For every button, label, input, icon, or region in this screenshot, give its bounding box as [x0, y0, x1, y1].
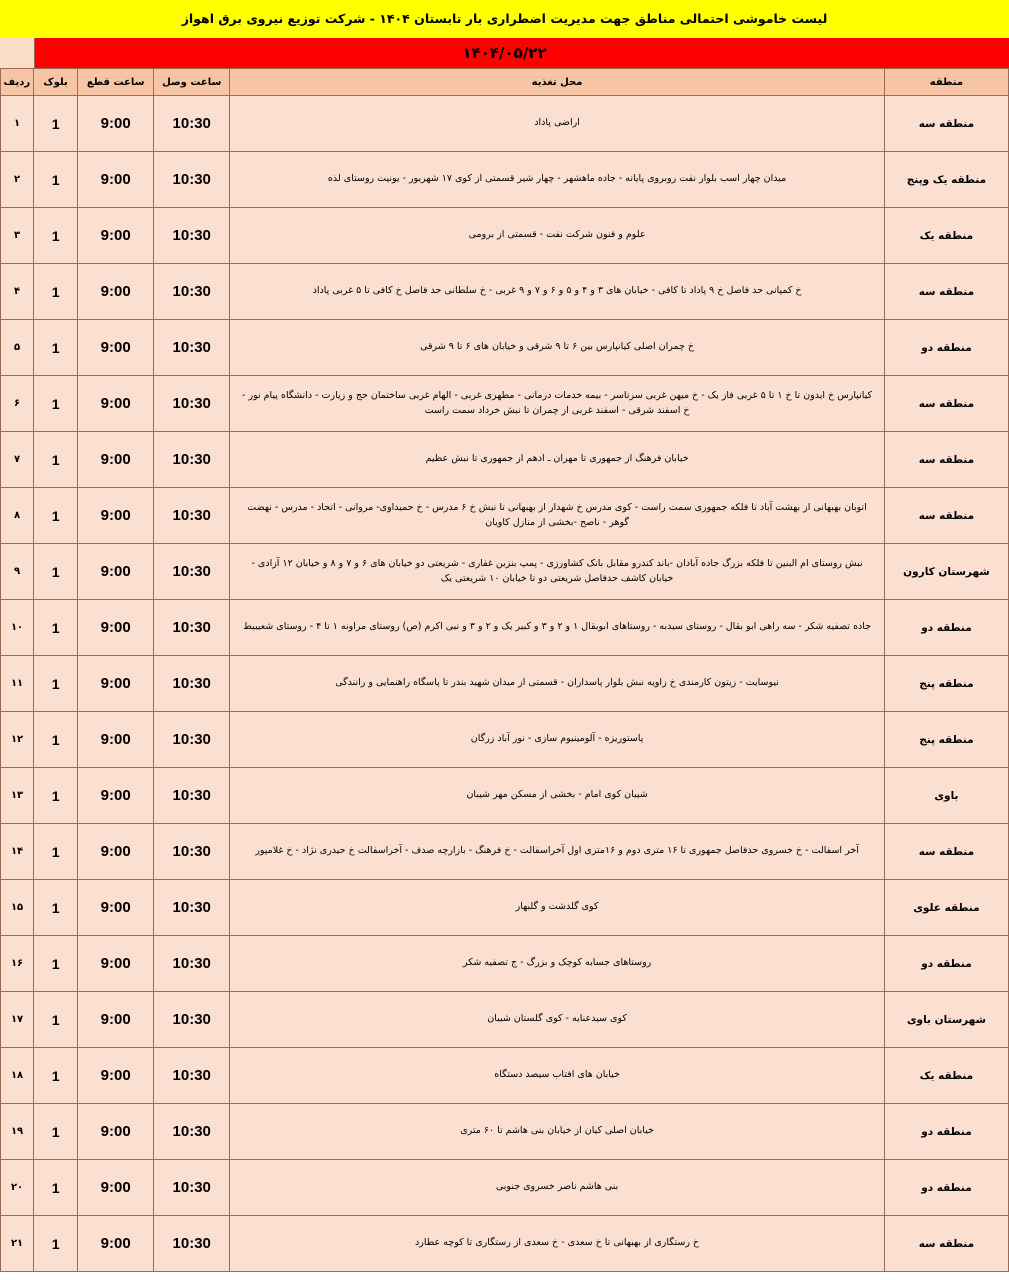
- cell-cut: 9:00: [78, 320, 154, 376]
- cell-restore: 10:30: [154, 1048, 230, 1104]
- cell-restore: 10:30: [154, 264, 230, 320]
- cell-cut: 9:00: [78, 96, 154, 152]
- cell-feed: اتوبان بهبهانی از بهشت آباد تا فلکه جمهوری سمت راست - کوی مدرس خ شهدار از بهبهانی تا نبش خ ۶ مدرس - خ حمیداوی- مروانی - اتحاد - مدرس - نهضت گوهر - ناصح -بخشی از منازل کاویان: [230, 488, 885, 544]
- cell-feed: اراضی پاداد: [230, 96, 885, 152]
- table-row: [1, 880, 1009, 936]
- cell-cut: 9:00: [78, 824, 154, 880]
- cell-cut: 9:00: [78, 208, 154, 264]
- cell-block: 1: [34, 1216, 78, 1272]
- table-row: [1, 320, 1009, 376]
- cell-rownum: ۱۵: [1, 880, 34, 936]
- table-row: [1, 1104, 1009, 1160]
- cell-region: منطقه سه: [884, 264, 1008, 320]
- cell-region: باوی: [884, 768, 1008, 824]
- cell-feed: خیابان فرهنگ از جمهوری تا مهران ـ ادهم از جمهوری تا نبش عظیم: [230, 432, 885, 488]
- cell-block: 1: [34, 992, 78, 1048]
- table-row: [1, 1160, 1009, 1216]
- cell-cut: 9:00: [78, 936, 154, 992]
- table-row: [1, 1216, 1009, 1272]
- cell-region: منطقه سه: [884, 488, 1008, 544]
- column-header-block: بلوک: [34, 69, 78, 96]
- cell-rownum: ۱۰: [1, 600, 34, 656]
- cell-feed: میدان چهار اسب بلوار نفت روبروی پایانه - جاده ماهشهر - چهار شیر قسمتی از کوی ۱۷ شهریور - یونیت روستای لذه: [230, 152, 885, 208]
- cell-block: 1: [34, 432, 78, 488]
- table-row: [1, 1048, 1009, 1104]
- cell-region: شهرستان کارون: [884, 544, 1008, 600]
- table-row: [1, 824, 1009, 880]
- cell-cut: 9:00: [78, 1216, 154, 1272]
- cell-cut: 9:00: [78, 264, 154, 320]
- page-title: لیست خاموشی احتمالی مناطق جهت مدیریت اضطراری بار تابستان ۱۴۰۴ - شرکت توزیع نیروی برق اهواز: [181, 11, 828, 26]
- cell-restore: 10:30: [154, 656, 230, 712]
- cell-feed: بنی هاشم ناصر خسروی جنوبی: [230, 1160, 885, 1216]
- cell-region: منطقه سه: [884, 432, 1008, 488]
- schedule-date: ۱۴۰۴/۰۵/۲۲: [462, 44, 547, 62]
- cell-feed: کوی گلدشت و گلبهار: [230, 880, 885, 936]
- cell-block: 1: [34, 488, 78, 544]
- cell-cut: 9:00: [78, 768, 154, 824]
- cell-rownum: ۶: [1, 376, 34, 432]
- cell-region: منطقه سه: [884, 376, 1008, 432]
- cell-block: 1: [34, 712, 78, 768]
- cell-restore: 10:30: [154, 96, 230, 152]
- cell-restore: 10:30: [154, 992, 230, 1048]
- cell-block: 1: [34, 656, 78, 712]
- cell-rownum: ۴: [1, 264, 34, 320]
- cell-restore: 10:30: [154, 768, 230, 824]
- cell-restore: 10:30: [154, 1104, 230, 1160]
- table-row: [1, 992, 1009, 1048]
- cell-cut: 9:00: [78, 544, 154, 600]
- column-header-feed: محل تغذیه: [230, 69, 885, 96]
- cell-cut: 9:00: [78, 432, 154, 488]
- cell-rownum: ۲۰: [1, 1160, 34, 1216]
- cell-restore: 10:30: [154, 880, 230, 936]
- table-row: [1, 152, 1009, 208]
- cell-cut: 9:00: [78, 1160, 154, 1216]
- cell-feed: خ چمران اصلی کیانپارس بین ۶ تا ۹ شرقی و خیابان های ۶ تا ۹ شرقی: [230, 320, 885, 376]
- cell-region: منطقه دو: [884, 1104, 1008, 1160]
- cell-feed: خ کمپانی حد فاصل خ ۹ پاداد تا کافی - خیابان های ۳ و ۴ و ۵ و ۶ و ۷ و ۹ غربی - خ سلطانی حد فاصل خ کافی تا ۵ غربی پاداد: [230, 264, 885, 320]
- table-row: [1, 96, 1009, 152]
- cell-region: منطقه سه: [884, 824, 1008, 880]
- cell-rownum: ۹: [1, 544, 34, 600]
- cell-cut: 9:00: [78, 1048, 154, 1104]
- cell-feed: روستاهای جسابه کوچک و بزرگ - ج تصفیه شکر: [230, 936, 885, 992]
- cell-feed: آخر اسفالت - خ خسروی حدفاصل جمهوری تا ۱۶ متری دوم و ۱۶متری اول آخراسفالت - خ فرهنگ - بازارچه صدف - آخراسفالت خ حیدری نژاد - خ غلامپور: [230, 824, 885, 880]
- cell-cut: 9:00: [78, 600, 154, 656]
- cell-restore: 10:30: [154, 488, 230, 544]
- cell-block: 1: [34, 1048, 78, 1104]
- cell-rownum: ۲۱: [1, 1216, 34, 1272]
- cell-cut: 9:00: [78, 712, 154, 768]
- cell-feed: کیانپارس خ ایدون تا خ ۱ تا ۵ غربی فاز یک - خ میهن غربی سرتاسر - بیمه خدمات درمانی - مطهری غربی - الهام غربی ساختمان حج و زیارت - دانشگاه پیام نور - خ اسفند شرقی - اسفند غربی از چمران تا نبش خرداد سمت راست: [230, 376, 885, 432]
- column-header-rownum: ردیف: [1, 69, 34, 96]
- cell-rownum: ۱۸: [1, 1048, 34, 1104]
- cell-block: 1: [34, 824, 78, 880]
- cell-region: شهرستان باوی: [884, 992, 1008, 1048]
- table-row: [1, 208, 1009, 264]
- table-row: [1, 936, 1009, 992]
- cell-block: 1: [34, 264, 78, 320]
- cell-region: منطقه یک: [884, 208, 1008, 264]
- cell-restore: 10:30: [154, 1160, 230, 1216]
- cell-region: منطقه دو: [884, 1160, 1008, 1216]
- table-body: [1, 96, 1009, 1272]
- cell-region: منطقه سه: [884, 96, 1008, 152]
- cell-restore: 10:30: [154, 208, 230, 264]
- cell-cut: 9:00: [78, 880, 154, 936]
- outage-table: [0, 68, 1009, 1272]
- column-header-cut: ساعت قطع: [78, 69, 154, 96]
- cell-rownum: ۲: [1, 152, 34, 208]
- cell-cut: 9:00: [78, 488, 154, 544]
- cell-block: 1: [34, 1160, 78, 1216]
- cell-cut: 9:00: [78, 1104, 154, 1160]
- table-row: [1, 768, 1009, 824]
- table-row: [1, 544, 1009, 600]
- cell-block: 1: [34, 96, 78, 152]
- cell-feed: خیابان های افتاب سیصد دستگاه: [230, 1048, 885, 1104]
- cell-restore: 10:30: [154, 936, 230, 992]
- table-row: [1, 488, 1009, 544]
- cell-feed: نیوسایت - زیتون کارمندی خ زاویه نبش بلوار پاسداران - قسمتی از میدان شهید بندر تا پاسگاه راهنمایی و رانندگی: [230, 656, 885, 712]
- table-header-row: [1, 69, 1009, 96]
- cell-restore: 10:30: [154, 152, 230, 208]
- cell-block: 1: [34, 600, 78, 656]
- cell-rownum: ۱۳: [1, 768, 34, 824]
- table-row: [1, 264, 1009, 320]
- cell-rownum: ۱۲: [1, 712, 34, 768]
- cell-block: 1: [34, 152, 78, 208]
- cell-rownum: ۷: [1, 432, 34, 488]
- cell-block: 1: [34, 880, 78, 936]
- cell-feed: نبش روستای ام البنین تا فلکه بزرگ جاده آبادان -باند کندرو مقابل بانک کشاورزی - پمپ بنزین غفاری - شریعتی دو خیابان های ۶ و ۷ و ۸ و خیابان ۱۲ آزادی - خیابان کاشف حدفاصل شریعتی دو تا خیابان ۱۰ شریعتی یک: [230, 544, 885, 600]
- cell-block: 1: [34, 208, 78, 264]
- table-row: [1, 432, 1009, 488]
- cell-rownum: ۳: [1, 208, 34, 264]
- date-banner-corner-cap: [0, 38, 35, 68]
- column-header-restore: ساعت وصل: [154, 69, 230, 96]
- table-row: [1, 376, 1009, 432]
- column-header-region: منطقه: [884, 69, 1008, 96]
- cell-restore: 10:30: [154, 600, 230, 656]
- cell-restore: 10:30: [154, 824, 230, 880]
- cell-restore: 10:30: [154, 544, 230, 600]
- cell-region: منطقه یک: [884, 1048, 1008, 1104]
- cell-rownum: ۱۹: [1, 1104, 34, 1160]
- cell-rownum: ۵: [1, 320, 34, 376]
- cell-restore: 10:30: [154, 712, 230, 768]
- cell-region: منطقه علوی: [884, 880, 1008, 936]
- cell-block: 1: [34, 1104, 78, 1160]
- cell-cut: 9:00: [78, 152, 154, 208]
- table-row: [1, 656, 1009, 712]
- cell-restore: 10:30: [154, 432, 230, 488]
- cell-block: 1: [34, 936, 78, 992]
- cell-region: منطقه پنج: [884, 656, 1008, 712]
- cell-block: 1: [34, 544, 78, 600]
- cell-cut: 9:00: [78, 376, 154, 432]
- cell-block: 1: [34, 768, 78, 824]
- cell-region: منطقه دو: [884, 320, 1008, 376]
- cell-cut: 9:00: [78, 656, 154, 712]
- cell-restore: 10:30: [154, 1216, 230, 1272]
- cell-rownum: ۱۴: [1, 824, 34, 880]
- cell-block: 1: [34, 320, 78, 376]
- cell-region: منطقه یک وپنج: [884, 152, 1008, 208]
- cell-rownum: ۱۶: [1, 936, 34, 992]
- cell-feed: خ رستگاری از بهبهانی تا خ سعدی - خ سعدی از رستگاری تا کوچه عطارد: [230, 1216, 885, 1272]
- cell-region: منطقه پنج: [884, 712, 1008, 768]
- table-row: [1, 600, 1009, 656]
- cell-block: 1: [34, 376, 78, 432]
- cell-feed: جاده تصفیه شکر - سه راهی ابو بقال - روستای سیدبه - روستاهای ابوبقال ۱ و ۲ و ۳ و کبیر یک و ۲ و ۳ و نبی اکرم (ص) روستای مراونه ۱ تا ۴ - روستای شعیبیط: [230, 600, 885, 656]
- cell-restore: 10:30: [154, 376, 230, 432]
- cell-region: منطقه دو: [884, 936, 1008, 992]
- cell-feed: کوی سیدعنایه - کوی گلستان شیبان: [230, 992, 885, 1048]
- cell-rownum: ۱۷: [1, 992, 34, 1048]
- table-row: [1, 712, 1009, 768]
- cell-feed: شیبان کوی امام - بخشی از مسکن مهر شیبان: [230, 768, 885, 824]
- cell-restore: 10:30: [154, 320, 230, 376]
- cell-feed: خیابان اصلی کیان از خیابان بنی هاشم تا ۶۰ متری: [230, 1104, 885, 1160]
- cell-cut: 9:00: [78, 992, 154, 1048]
- cell-region: منطقه دو: [884, 600, 1008, 656]
- date-banner: [0, 37, 1009, 68]
- title-banner: [0, 0, 1009, 37]
- cell-feed: پاستوریزه - آلومینیوم سازی - نور آباد زرگان: [230, 712, 885, 768]
- cell-region: منطقه سه: [884, 1216, 1008, 1272]
- cell-rownum: ۸: [1, 488, 34, 544]
- cell-rownum: ۱۱: [1, 656, 34, 712]
- cell-rownum: ۱: [1, 96, 34, 152]
- cell-feed: علوم و فنون شرکت نفت - قسمتی از برومی: [230, 208, 885, 264]
